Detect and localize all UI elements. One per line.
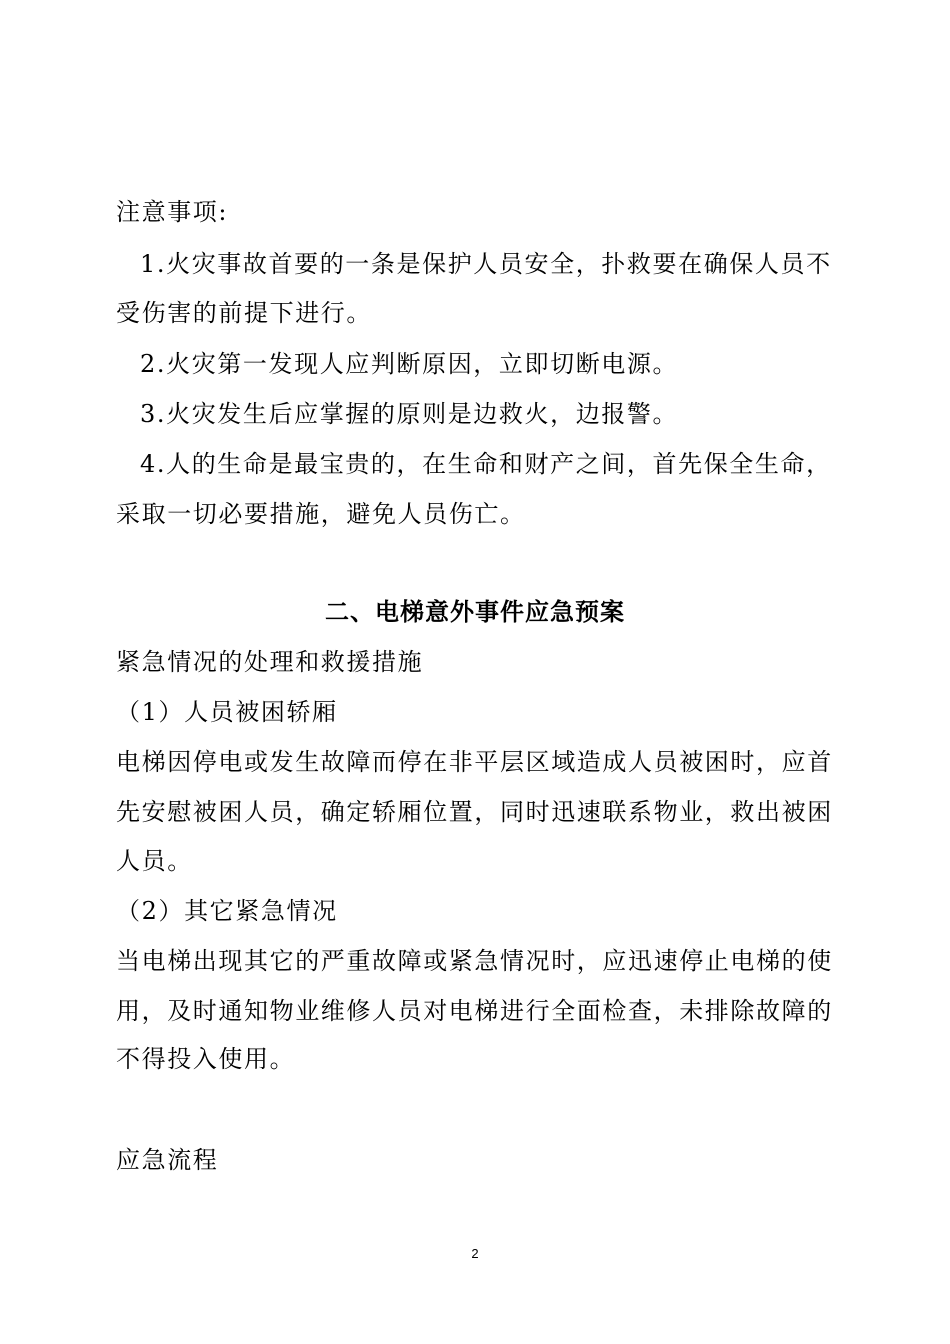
note-item-3: 3.火灾发生后应掌握的原则是边救火，边报警。 <box>140 400 679 428</box>
note-item-4-line-2: 采取一切必要措施，避免人员伤亡。 <box>116 500 526 528</box>
case-1-line-3: 人员。 <box>116 847 193 875</box>
note-item-1-line-1: 1.火灾事故首要的一条是保护人员安全，扑救要在确保人员不 <box>140 250 832 278</box>
note-item-4-line-1: 4.人的生命是最宝贵的，在生命和财产之间，首先保全生命， <box>140 450 832 478</box>
note-item-2: 2.火灾第一发现人应判断原因，立即切断电源。 <box>140 350 679 378</box>
case-1-title: （1）人员被困轿厢 <box>116 698 338 726</box>
case-2-title: （2）其它紧急情况 <box>116 897 338 925</box>
notes-title: 注意事项: <box>116 198 229 226</box>
case-1-line-1: 电梯因停电或发生故障而停在非平层区域造成人员被困时，应首 <box>116 748 833 776</box>
note-item-1-line-2: 受伤害的前提下进行。 <box>116 299 372 327</box>
case-2-line-3: 不得投入使用。 <box>116 1045 296 1073</box>
case-2-line-1: 当电梯出现其它的严重故障或紧急情况时，应迅速停止电梯的使 <box>116 947 833 975</box>
case-1-line-2: 先安慰被困人员，确定轿厢位置，同时迅速联系物业，救出被困 <box>116 798 833 826</box>
page-number: 2 <box>471 1246 479 1261</box>
section-subheading: 紧急情况的处理和救援措施 <box>116 648 424 676</box>
process-title: 应急流程 <box>116 1146 219 1174</box>
case-2-line-2: 用，及时通知物业维修人员对电梯进行全面检查，未排除故障的 <box>116 997 833 1025</box>
section-heading: 二、电梯意外事件应急预案 <box>325 597 625 626</box>
